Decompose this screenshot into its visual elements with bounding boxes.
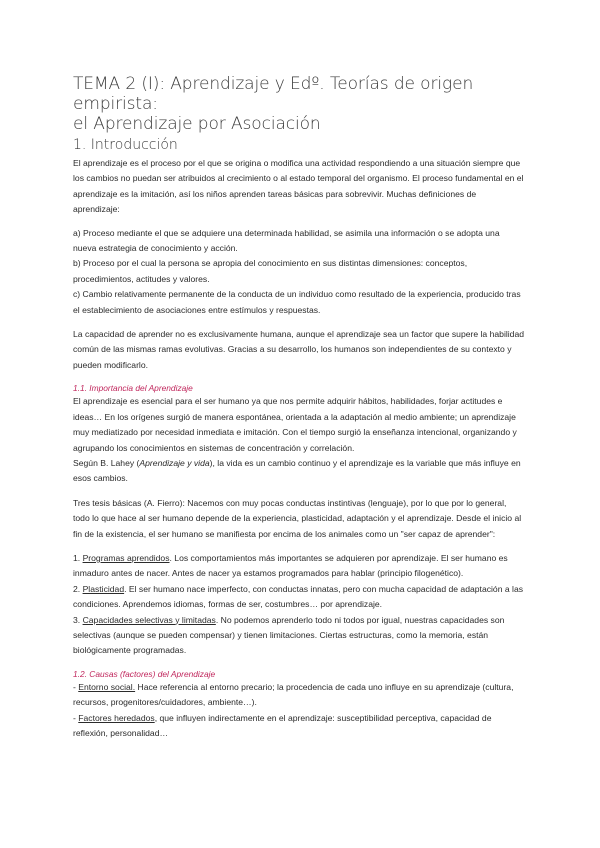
definition-c: c) Cambio relativamente permanente de la conducta de un individuo como resultado de la experiencia, producido tras el establecimiento de asociaciones entre estímulos y respuestas. [73, 289, 521, 315]
tesis-term-plasticidad: Plasticidad [82, 583, 125, 594]
tesis-item-text: . Los comportamientos más importantes se adquieren por aprendizaje. El ser humano es inmaduro antes de nacer. Antes de nacer ya estamos programados para hablar (principio filogenético). [73, 552, 508, 579]
cause-dash: - [73, 681, 79, 692]
tesis-item-2 [73, 582, 524, 613]
cause-item-1 [73, 680, 524, 711]
tesis-item-number: 1. [73, 552, 83, 563]
lahey-paragraph [73, 456, 524, 487]
tesis-term-programas: Programas aprendidos [82, 552, 170, 563]
lahey-text-end: ), la vida es un cambio continuo y el aprendizaje es la variable que más influye en esos cambios. [73, 457, 521, 484]
title-line-2: el Aprendizaje por Asociación [73, 114, 321, 134]
tesis-item-text: . El ser humano nace imperfecto, con conductas innatas, pero con mucha capacidad de adaptación a las condiciones. Aprendemos idiomas, formas de ser, costumbres… por aprendizaje. [73, 583, 524, 610]
tesis-item-number: 3. [73, 614, 83, 625]
document-title [73, 74, 524, 134]
tesis-item-number: 2. [73, 583, 83, 594]
definition-a: a) Proceso mediante el que se adquiere una determinada habilidad, se asimila una información o se adopta una nueva estrategia de conocimiento y acción. [73, 227, 500, 254]
lahey-text-start: Según B. Lahey ( [73, 457, 140, 468]
tesis-term-capacidades: Capacidades selectivas y limitadas [82, 614, 216, 625]
tesis-item-3 [73, 613, 524, 659]
definition-b: b) Proceso por el cual la persona se apropia del conocimiento en sus distintas dimensiones: conceptos, procedimientos, actitudes y valores. [73, 258, 468, 284]
cause-item-text: , que influyen indirectamente en el aprendizaje: susceptibilidad perceptiva, capacidad de reflexión, personalidad… [73, 712, 492, 738]
cause-dash: - [73, 712, 79, 723]
lahey-book-title: Aprendizaje y vida [139, 457, 210, 468]
tesis-item-text: . No podemos aprenderlo todo ni todos por igual, nuestras capacidades son selectivas (aunque se pueden compensar) y tienen limitaciones. Ciertas estructuras, como la memoria, están biológicamente programadas. [73, 614, 505, 656]
subheading-causes: 1.2. Causas (factores) del Aprendizaje [73, 668, 216, 679]
section-heading-intro: 1. Introducción [73, 137, 178, 153]
cause-term-entorno: Entorno social. [78, 681, 136, 692]
intro-paragraph: El aprendizaje es el proceso por el que se origina o modifica una actividad respondiendo a una situación siempre que los cambios no puedan ser atribuidos al crecimiento o al estado temporal del organismo. El proceso fundamental en el aprendizaje es la imitación, así los niños aprenden tareas básicas para sobrevivir. Muchas definiciones de aprendizaje: [73, 158, 524, 215]
capacity-paragraph: La capacidad de aprender no es exclusivamente humana, aunque el aprendizaje sea un factor que supere la habilidad común de las mismas ramas evolutivas. Gracias a su desarrollo, los humanos son independientes de su contexto y pueden modificarlo. [73, 329, 525, 370]
tesis-item-1 [73, 551, 524, 582]
cause-item-text: Hace referencia al entorno precario; la procedencia de cada uno influye en su aprendizaje (cultura, recursos, progenitores/cuidadores, ambiente…). [73, 681, 514, 708]
subheading-importance: 1.1. Importancia del Aprendizaje [73, 383, 193, 394]
cause-term-factores: Factores heredados [78, 712, 155, 723]
title-line-1: TEMA 2 (I): Aprendizaje y Edº. Teorías de origen empirista: [73, 74, 474, 114]
cause-item-2 [73, 711, 524, 742]
tesis-paragraph: Tres tesis básicas (A. Fierro): Nacemos con muy pocas conductas instintivas (lenguaje), por lo que por lo general, todo lo que hace al ser humano depende de la experiencia, plasticidad, adaptación y el aprendizaje. Desde el inicio al fin de la existencia, el ser humano se manifiesta por encima de los animales como un "ser capaz de aprender": [73, 497, 522, 539]
importance-paragraph: El aprendizaje es esencial para el ser humano ya que nos permite adquirir hábitos, habilidades, forjar actitudes e ideas… En los orígenes surgió de manera espontánea, orientada a la adaptación al medio ambiente; un aprendizaje muy mediatizado por necesidad inmediata e imitación. Con el tiempo surgió la enseñanza intencional, organizando y agrupando los conocimientos en sistemas de concentración y correlación. [73, 396, 517, 453]
